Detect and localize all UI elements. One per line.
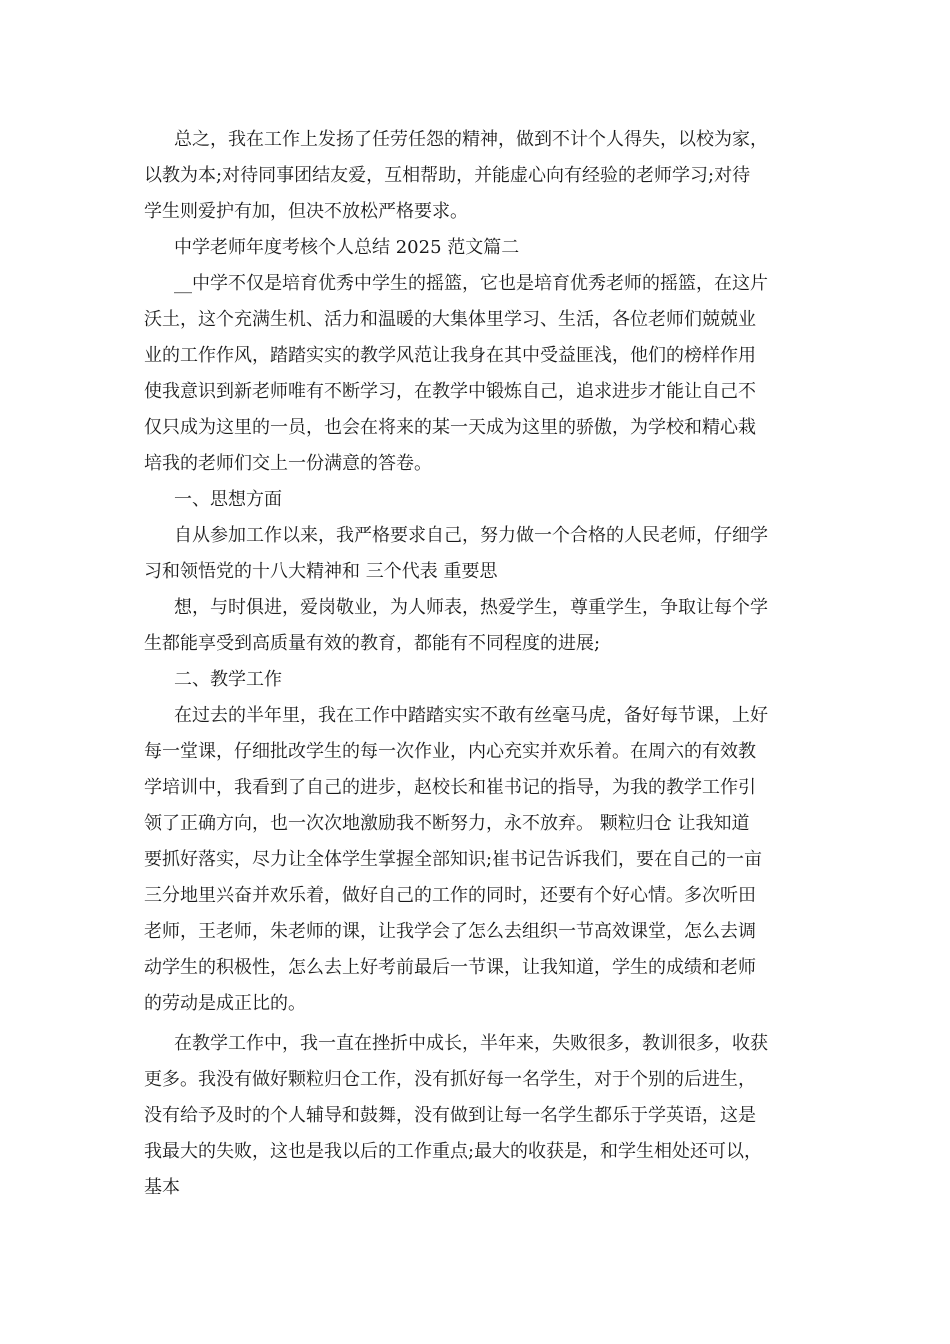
- text-line: __中学不仅是培育优秀中学生的摇篮，它也是培育优秀老师的摇篮，在这片: [174, 273, 768, 294]
- text-line: 基本: [144, 1177, 180, 1198]
- text-line: 自从参加工作以来，我严格要求自己，努力做一个合格的人民老师，仔细学: [174, 525, 768, 546]
- section-heading: 一、思想方面: [174, 489, 282, 510]
- text-line: 生都能享受到高质量有效的教育，都能有不同程度的进展;: [144, 633, 601, 654]
- text-line: 我最大的失败，这也是我以后的工作重点;最大的收获是，和学生相处还可以，: [144, 1141, 763, 1162]
- section-title: 中学老师年度考核个人总结 2025 范文篇二: [174, 237, 520, 258]
- text-line: 要抓好落实，尽力让全体学生掌握全部知识;崔书记告诉我们，要在自己的一亩: [144, 849, 763, 870]
- text-line: 每一堂课，仔细批改学生的每一次作业，内心充实并欢乐着。在周六的有效教: [144, 741, 756, 762]
- text-line: 没有给予及时的个人辅导和鼓舞，没有做到让每一名学生都乐于学英语，这是: [144, 1105, 756, 1126]
- text-line: 沃土，这个充满生机、活力和温暖的大集体里学习、生活，各位老师们兢兢业: [144, 309, 756, 330]
- text-line: 老师，王老师，朱老师的课，让我学会了怎么去组织一节高效课堂，怎么去调: [144, 921, 756, 942]
- document-page: [144, 122, 810, 1206]
- text-line: 学生则爱护有加，但决不放松严格要求。: [144, 201, 468, 222]
- text-line: 领了正确方向，也一次次地激励我不断努力，永不放弃。 颗粒归仓 让我知道: [144, 813, 750, 834]
- text-line: 使我意识到新老师唯有不断学习，在教学中锻炼自己，追求进步才能让自己不: [144, 381, 756, 402]
- text-line: 以教为本;对待同事团结友爱，互相帮助，并能虚心向有经验的老师学习;对待: [144, 165, 751, 186]
- text-line: 学培训中，我看到了自己的进步，赵校长和崔书记的指导，为我的教学工作引: [144, 777, 756, 798]
- text-line: 在教学工作中，我一直在挫折中成长，半年来，失败很多，教训很多，收获: [174, 1033, 768, 1054]
- text-line: 总之，我在工作上发扬了任劳任怨的精神，做到不计个人得失，以校为家，: [174, 129, 768, 150]
- text-line: 在过去的半年里，我在工作中踏踏实实不敢有丝毫马虎，备好每节课，上好: [174, 705, 768, 726]
- text-line: 仅只成为这里的一员，也会在将来的某一天成为这里的骄傲，为学校和精心栽: [144, 417, 756, 438]
- text-line: 想，与时俱进，爱岗敬业，为人师表，热爱学生，尊重学生，争取让每个学: [174, 597, 768, 618]
- text-line: 的劳动是成正比的。: [144, 993, 306, 1014]
- text-line: 三分地里兴奋并欢乐着，做好自己的工作的同时，还要有个好心情。多次听田: [144, 885, 756, 906]
- text-line: 习和领悟党的十八大精神和 三个代表 重要思: [144, 561, 498, 582]
- text-line: 培我的老师们交上一份满意的答卷。: [144, 453, 432, 474]
- text-line: 动学生的积极性，怎么去上好考前最后一节课，让我知道，学生的成绩和老师: [144, 957, 756, 978]
- text-line: 业的工作作风，踏踏实实的教学风范让我身在其中受益匪浅，他们的榜样作用: [144, 345, 756, 366]
- text-line: 更多。我没有做好颗粒归仓工作，没有抓好每一名学生，对于个别的后进生，: [144, 1069, 756, 1090]
- section-heading: 二、教学工作: [174, 669, 282, 690]
